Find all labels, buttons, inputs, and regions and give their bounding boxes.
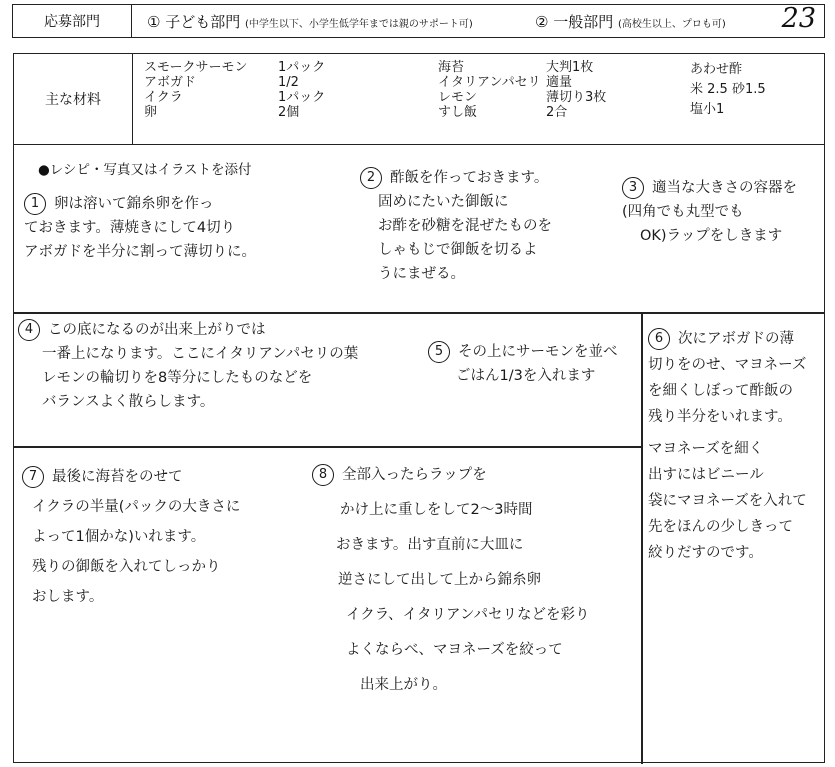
step-text: 残り半分をいれます。 [648, 409, 792, 425]
category-option-children-note: (中学生以下、小学生低学年までは親のサポート可) [245, 19, 473, 30]
step-number: 6 [648, 328, 670, 350]
step-text: 卵は溶いて錦糸卵を作っ [54, 196, 214, 212]
step-text: 出来上がり。 [360, 677, 447, 693]
materials-col5 [690, 60, 766, 120]
step-number: 3 [622, 177, 644, 199]
materials-row [14, 54, 824, 145]
material-amount: 1/2 [278, 75, 299, 90]
materials-col4 [546, 60, 606, 120]
category-label: 応募部門 [13, 5, 132, 37]
material-item: スモークサーモン [144, 60, 248, 75]
material-item: レモン [438, 90, 478, 105]
recipe-step-8 [312, 458, 589, 703]
step-text: イクラの半量(パックの大きさに [32, 499, 241, 515]
step-text: 切りをのせ、マヨネーズ [648, 357, 807, 373]
category-option-general-label: ② 一般部門 [535, 13, 614, 31]
recipe-step-1 [24, 192, 256, 264]
step-text: イクラ、イタリアンパセリなどを彩り [346, 607, 590, 623]
recipe-step-4 [18, 318, 358, 414]
material-item: 卵 [144, 105, 158, 120]
step-text: を細くしぼって酢飯の [648, 383, 793, 399]
step-text: この底になるのが出来上がりでは [48, 322, 266, 338]
category-option-general-note: (高校生以上、プロも可) [618, 19, 726, 30]
step-text: 絞りだすのです。 [648, 545, 763, 561]
step-number: 8 [312, 464, 334, 486]
step-text: アボガドを半分に割って薄切りに。 [24, 244, 256, 260]
material-mixed-vinegar: あわせ酢 [690, 62, 743, 77]
step-text: 全部入ったらラップを [342, 467, 487, 483]
recipe-step-6 [648, 326, 807, 566]
step-text: レモンの輪切りを8等分にしたものなどを [42, 370, 313, 386]
step-text: 酢飯を作っておきます。 [390, 170, 549, 186]
step-number: 2 [360, 167, 382, 189]
step-number: 7 [22, 466, 44, 488]
step-text: お酢を砂糖を混ぜたものを [378, 218, 552, 234]
step-text: しゃもじで御飯を切るよ [378, 242, 538, 258]
recipe-header: ●レシピ・写真又はイラストを添付 [38, 162, 252, 178]
recipe-step-5 [428, 340, 618, 388]
step-number: 4 [18, 319, 40, 341]
step-text: その上にサーモンを並べ [458, 344, 618, 360]
divider-vertical [641, 312, 643, 764]
recipe-step-7 [22, 462, 240, 612]
step-text: バランスよく散らします。 [42, 394, 215, 410]
step-text: よくならべ、マヨネーズを絞って [346, 642, 563, 658]
step-text: 適当な大きさの容器を [652, 180, 797, 196]
category-option-general [535, 11, 726, 32]
category-option-children-label: ① 子ども部門 [147, 13, 241, 31]
step-text: よって1個かな)いれます。 [32, 529, 206, 545]
material-amount: 2合 [546, 105, 568, 120]
recipe-step-3 [622, 176, 797, 248]
recipe-sheet [13, 53, 825, 763]
step-text: マヨネーズを細く [648, 441, 764, 457]
step-text: ごはん1/3を入れます [456, 368, 596, 384]
step-text: 先をほんの少しきって [648, 519, 793, 535]
step-number: 1 [24, 193, 46, 215]
material-item: アボガド [144, 75, 197, 90]
step-text: 一番上になります。ここにイタリアンパセリの葉 [42, 346, 359, 362]
material-item: イタリアンパセリ [438, 75, 541, 90]
material-amount: 薄切り3枚 [546, 90, 607, 105]
step-text: 逆さにして出して上から錦糸卵 [338, 572, 541, 588]
divider-horizontal [14, 446, 641, 448]
step-text: おきます。出す直前に大皿に [336, 537, 524, 553]
step-text: かけ上に重しをして2〜3時間 [340, 502, 533, 518]
step-text: 残りの御飯を入れてしっかり [32, 559, 221, 575]
step-text: OK)ラップをしきます [640, 228, 783, 244]
material-item: イクラ [144, 90, 183, 105]
material-amount: 1パック [278, 60, 326, 75]
material-amount: 大判1枚 [546, 60, 594, 75]
step-text: おします。 [32, 589, 104, 605]
material-amount: 2個 [278, 105, 300, 120]
entry-number: 23 [781, 3, 816, 34]
category-bar [12, 4, 825, 38]
step-text: 次にアボガドの薄 [678, 331, 794, 347]
materials-col2 [278, 60, 325, 120]
materials-col3 [438, 60, 541, 120]
step-text: 出すにはビニール [648, 467, 764, 483]
step-text: 固めにたいた御飯に [378, 194, 509, 210]
step-text: 袋にマヨネーズを入れて [648, 493, 807, 509]
material-amount: 1パック [278, 90, 326, 105]
material-item: 海苔 [438, 60, 465, 75]
step-text: うにまぜる。 [378, 266, 465, 282]
material-mixed-vinegar: 塩小1 [690, 102, 725, 117]
material-item: すし飯 [438, 105, 478, 120]
step-number: 5 [428, 341, 450, 363]
materials-label: 主な材料 [14, 54, 133, 144]
step-text: (四角でも丸型でも [622, 204, 744, 220]
materials-col1 [144, 60, 247, 120]
category-option-children [147, 11, 473, 32]
divider-horizontal [14, 312, 824, 314]
step-text: ておきます。薄焼きにして4切り [24, 220, 236, 236]
material-mixed-vinegar: 米 2.5 砂1.5 [690, 82, 766, 97]
material-amount: 適量 [546, 75, 573, 90]
recipe-step-2 [360, 166, 552, 286]
step-text: 最後に海苔をのせて [52, 469, 183, 485]
